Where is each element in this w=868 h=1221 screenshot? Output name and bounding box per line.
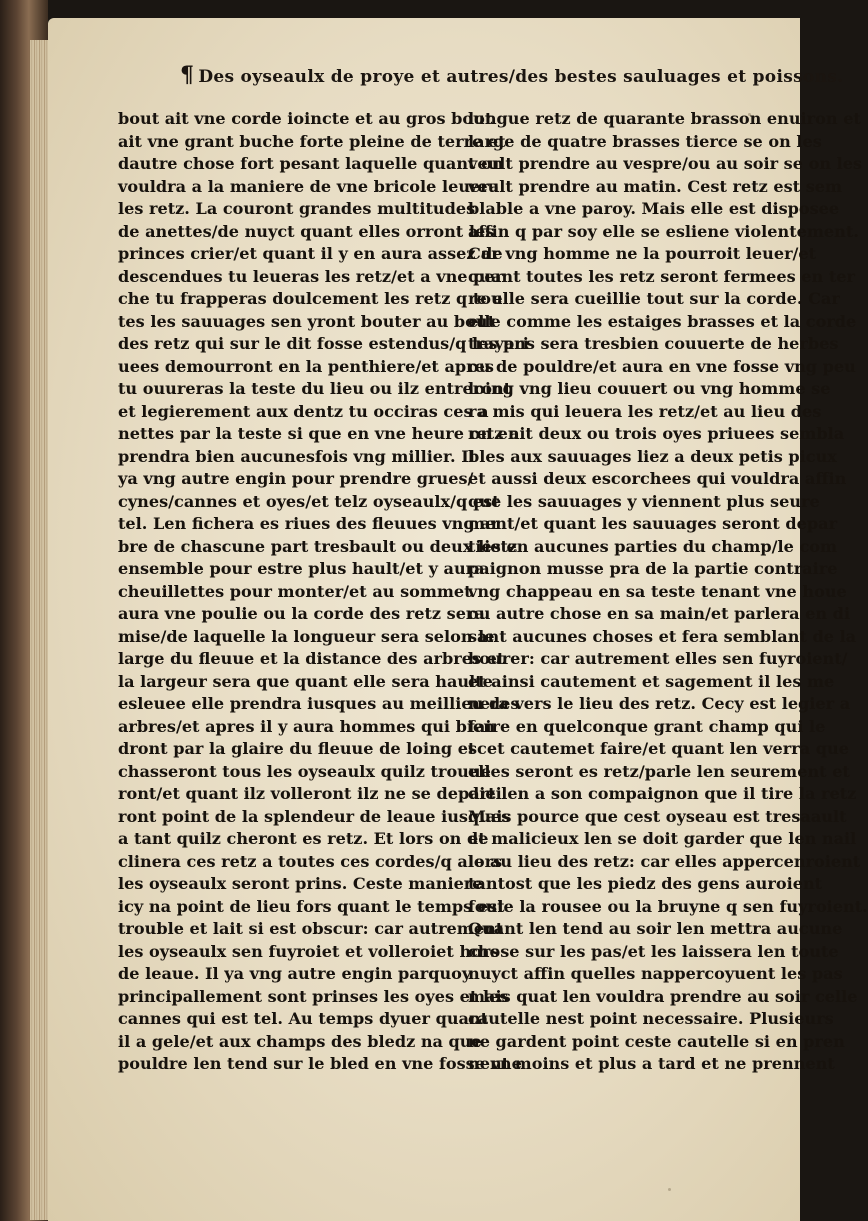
- text-line: ne gardent point ceste cautelle si en pren: [468, 1031, 845, 1051]
- text-line: elle comme les estaiges brasses et la corde: [468, 311, 857, 331]
- text-line: prendra bien aucunesfois vng millier. Il: [118, 446, 475, 466]
- text-line: dront par la glaire du fleuue de loing et: [118, 739, 476, 758]
- text-line: ya vng autre engin pour prendre grues/: [118, 469, 474, 488]
- text-line: les oyseaulx seront prins. Ceste maniere: [118, 874, 483, 893]
- text-line: nuyct affin quelles nappercoyuent les pas: [468, 964, 843, 983]
- text-line: tes les sauuages sen yront bouter au bout: [118, 311, 496, 331]
- text-line: cautelle nest point necessaire. Plusieurs: [468, 1009, 834, 1028]
- text-line: bourer: car autrement elles sen fuyroient/: [468, 649, 848, 668]
- text-line: mise/de laquelle la longueur sera selon le: [118, 626, 495, 646]
- text-line: dautre chose fort pesant laquelle quant on: [118, 154, 504, 173]
- text-line: longue retz de quarante brasson enuiron et: [468, 109, 861, 128]
- text-line: tantost que les piedz des gens auroient: [468, 874, 823, 893]
- text-line: nettes par la teste si que en vne heure on en: [118, 424, 520, 443]
- text-line: ront/et quant ilz volleront ilz ne se departi: [118, 784, 502, 803]
- text-line: mais quat len vouldra prendre au soir celle: [468, 986, 858, 1006]
- text-line: cheuillettes pour monter/et au sommet: [118, 581, 472, 601]
- text-line: Car vng homme ne la pourroit leuer/et: [468, 244, 817, 263]
- text-line: ait vne grant buche forte pleine de terre et: [118, 131, 506, 151]
- text-line: Mais pource que cest oyseau est tresaault: [468, 806, 847, 826]
- text-line: et malicieux len se doit garder que len nail: [468, 829, 857, 848]
- left-text-column: [118, 108, 529, 1158]
- text-line: large de quatre brasses tierce se on les: [468, 131, 822, 151]
- text-line: bles aux sauuages liez a deux petis picux: [468, 446, 837, 466]
- text-line: esleuee elle prendra iusques au meillieu des: [118, 694, 520, 713]
- text-line: ment/et quant les sauuages seront depar: [468, 514, 838, 533]
- text-line: et legierement aux dentz tu occiras ces a: [118, 401, 489, 421]
- text-line: nera vers le lieu des retz. Cecy est legier a: [468, 694, 851, 713]
- pilcrow-icon: ¶: [180, 62, 195, 88]
- text-line: de anettes/de nuyct quant elles orront les: [118, 221, 495, 241]
- text-line: que les sauuages y viennent plus seure: [468, 491, 820, 511]
- text-line: icy na point de lieu fors quant le temps est: [118, 896, 505, 916]
- text-line: faire en quelconque grant champ qui le: [468, 716, 826, 736]
- page-edges: [30, 40, 50, 1220]
- text-line: veult prendre au vespre/ou au soir se on les: [468, 154, 863, 173]
- text-line: arbres/et apres il y aura hommes qui bien: [118, 716, 495, 736]
- text-line: il a gele/et aux champs des bledz na que: [118, 1031, 482, 1051]
- text-line: Quant len tend au soir len mettra aucune: [468, 919, 843, 938]
- text-line: vouldra a la maniere de vne bricole leuera: [118, 176, 500, 196]
- text-line: veult prendre au matin. Cest retz est sem: [468, 176, 843, 196]
- paper-speck: [668, 1188, 671, 1191]
- text-line: aura vne poulie ou la corde des retz sera: [118, 604, 485, 623]
- text-line: pouldre len tend sur le bled en vne fosse vne: [118, 1054, 522, 1073]
- text-line: blable a vne paroy. Mais elle est disposee: [468, 199, 840, 218]
- text-line: large du fleuue et la distance des arbres et: [118, 649, 505, 668]
- text-line: loing vng lieu couuert ou vng homme se: [468, 379, 831, 398]
- right-text-column: [468, 108, 868, 1158]
- text-line: ensemble pour estre plus hault/et y aura: [118, 559, 485, 578]
- text-line: et aussi deux escorchees qui vouldra affin: [468, 469, 847, 488]
- text-line: des retz qui sur le dit fosse estendus/q les pri: [118, 334, 529, 353]
- text-line: cannes qui est tel. Au temps dyuer quant: [118, 1009, 489, 1028]
- text-line: bout ait vne corde ioincte et au gros bout: [118, 109, 493, 128]
- text-line: ties en aucunes parties du champ/le com: [468, 536, 838, 556]
- text-line: scet cautemet faire/et quant len verra que: [468, 739, 849, 758]
- text-line: les retz. La couront grandes multitudes: [118, 199, 476, 218]
- text-line: princes crier/et quant il y en aura assez de: [118, 244, 503, 263]
- text-line: ra mis qui leuera les retz/et au lieu des: [468, 401, 822, 421]
- text-line: tu ouureras la teste du lieu ou ilz entreront: [118, 379, 512, 398]
- running-header: [180, 62, 844, 102]
- text-line: et ainsi cautement et sagement il les me: [468, 671, 835, 691]
- text-line: nent moins et plus a tard et ne prennent: [468, 1054, 835, 1073]
- text-line: principallement sont prinses les oyes et les: [118, 986, 509, 1006]
- text-line: elles seront es retz/parle len seurement et: [468, 761, 850, 781]
- text-line: le au lieu des retz: car elles appercenroient: [468, 851, 861, 871]
- text-line: chasseront tous les oyseaulx quilz trouue: [118, 761, 491, 781]
- text-line: a tant quilz cheront es retz. Et lors on de: [118, 829, 489, 848]
- text-line: foule la rousee ou la bruyne q sen fuyroient.: [468, 896, 868, 916]
- text-line: che tu frapperas doulcement les retz q tou: [118, 289, 503, 308]
- text-line: bre de chascune part tresbault ou deux lietz: [118, 536, 518, 556]
- text-line: paignon musse pra de la partie contraire: [468, 559, 838, 578]
- text-line: cynes/cannes et oyes/et telz oyseaulx/q est: [118, 491, 500, 511]
- text-line: quant toutes les retz seront fermees en ter: [468, 266, 855, 286]
- text-line: vng chappeau en sa teste tenant vne houe: [468, 581, 847, 601]
- text-line: trayans sera tresbien couuerte de herbes: [468, 334, 839, 353]
- text-line: ront point de la splendeur de leaue iusques: [118, 806, 511, 826]
- text-line: re elle sera cueillie tout sur la corde. Car: [468, 289, 840, 308]
- text-line: sant aucunes choses et fera semblant de la: [468, 626, 857, 646]
- text-line: chose sur les pas/et les laissera len toute: [468, 941, 839, 961]
- text-line: clinera ces retz a toutes ces cordes/q alors: [118, 851, 503, 871]
- text-line: uees demourront en la penthiere/et apres: [118, 356, 494, 376]
- header-title: Des oyseaulx de proye et autres/des bestes sauluages et poissons.: [198, 67, 844, 87]
- text-line: ou autre chose en sa main/et parlera en di: [468, 604, 851, 623]
- text-line: la largeur sera que quant elle sera haulte: [118, 671, 493, 691]
- text-line: de leaue. Il ya vng autre engin parquoy: [118, 964, 472, 983]
- text-line: descendues tu leueras les retz/et a vne per: [118, 266, 504, 286]
- text-line: die len a son compaignon que il tire la retz: [468, 784, 857, 803]
- text-line: ou de pouldre/et aura en vne fosse vng peu: [468, 356, 856, 376]
- text-line: trouble et lait si est obscur: car autrement: [118, 919, 504, 938]
- text-line: affin q par soy elle se esliene violentement.: [468, 221, 859, 241]
- text-line: tel. Len fichera es riues des fleuues vng ar: [118, 514, 500, 533]
- text-line: retz ait deux ou trois oyes priuees sembla: [468, 424, 845, 443]
- text-line: les oyseaulx sen fuyroiet et volleroiet hors: [118, 941, 500, 961]
